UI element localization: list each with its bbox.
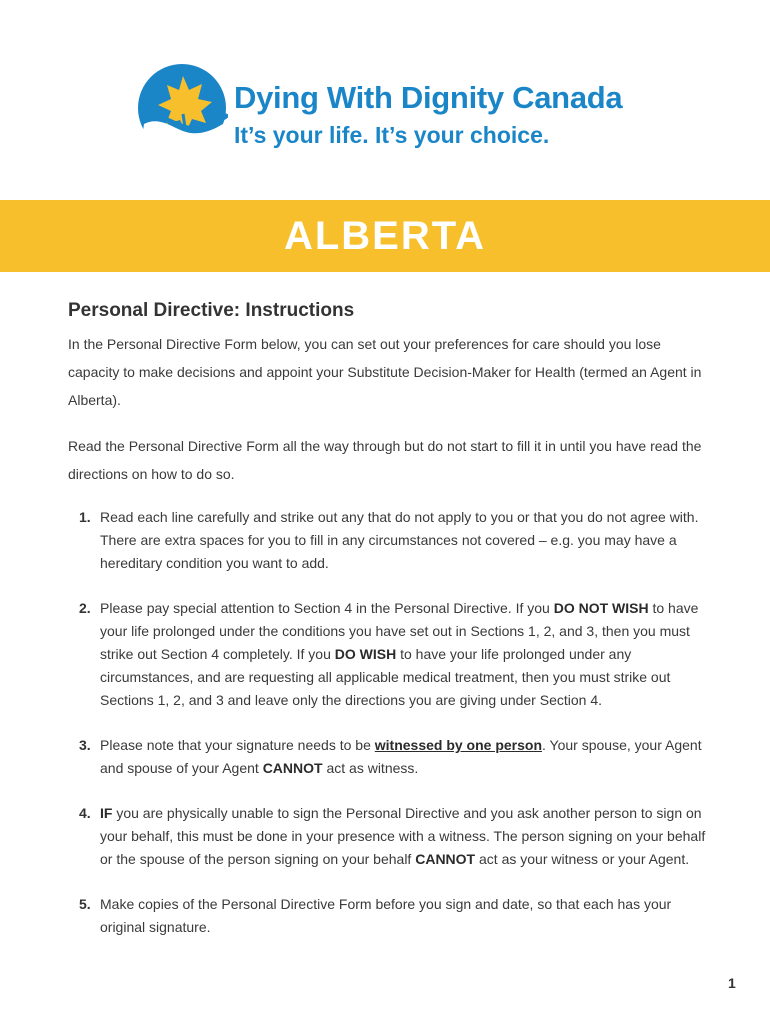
step-number: 5. xyxy=(79,896,91,912)
step-text: Make copies of the Personal Directive Form before you sign and date, so that each has your original signature. xyxy=(100,896,672,935)
province-banner xyxy=(0,200,770,272)
step-text: to have your life prolonged under the conditions you have set out in Sections 1, 2, and 3, then you must strike out Section 4 completely. If you xyxy=(100,600,699,662)
emphasis-cannot: CANNOT xyxy=(262,760,323,776)
logo xyxy=(136,62,656,158)
step-text: act as your witness or your Agent. xyxy=(475,851,690,867)
brand-name: Dying With Dignity Canada xyxy=(234,80,623,115)
emphasis-cannot: CANNOT xyxy=(415,851,476,867)
step-4 xyxy=(68,802,708,871)
instruction-steps xyxy=(68,506,708,939)
brand-tagline: It’s your life. It’s your choice. xyxy=(234,122,550,148)
step-1 xyxy=(68,506,708,575)
step-text: to have your life prolonged under any circumstances, and are requesting all applicable medical treatment, then you must strike out Sections 1, 2, and 3 and leave only the directions you are giving under Section 4. xyxy=(100,646,671,708)
step-text: . Your spouse, your Agent and spouse of your Agent xyxy=(100,737,702,776)
step-text: Read each line carefully and strike out any that do not apply to you or that you do not agree with. There are extra spaces for you to fill in any circumstances not covered – e.g. you may have a hereditary condition you want to add. xyxy=(100,509,699,571)
step-text: Please note that your signature needs to be xyxy=(100,737,375,753)
section-title: Personal Directive: Instructions xyxy=(68,300,355,321)
step-number: 4. xyxy=(79,805,91,821)
intro-paragraph: In the Personal Directive Form below, you can set out your preferences for care should you lose capacity to make decisions and appoint your Substitute Decision-Maker for Health (termed an Agent in Alberta). xyxy=(68,336,702,408)
emphasis-witnessed: witnessed by one person xyxy=(374,737,543,753)
step-text: Please pay special attention to Section 4 in the Personal Directive. If you xyxy=(100,600,554,616)
emphasis-do-not-wish: DO NOT WISH xyxy=(553,600,649,616)
step-3 xyxy=(68,734,708,780)
read-note-paragraph: Read the Personal Directive Form all the way through but do not start to fill it in until you have read the directions on how to do so. xyxy=(68,438,702,482)
page-number: 1 xyxy=(728,975,736,991)
step-5 xyxy=(68,893,708,939)
step-number: 3. xyxy=(79,737,91,753)
emphasis-do-wish: DO WISH xyxy=(334,646,397,662)
step-2 xyxy=(68,597,708,712)
instructions-content xyxy=(68,300,708,961)
step-text: act as witness. xyxy=(322,760,419,776)
step-text: you are physically unable to sign the Personal Directive and you ask another person to sign on your behalf, this must be done in your presence with a witness. The person signing on your behalf or the spouse of the person signing on your behalf xyxy=(100,805,706,867)
province-title: ALBERTA xyxy=(283,213,487,258)
step-number: 2. xyxy=(79,600,91,616)
maple-leaf-hand-icon xyxy=(136,62,228,154)
step-number: 1. xyxy=(79,509,91,525)
emphasis-if: IF xyxy=(100,805,113,821)
